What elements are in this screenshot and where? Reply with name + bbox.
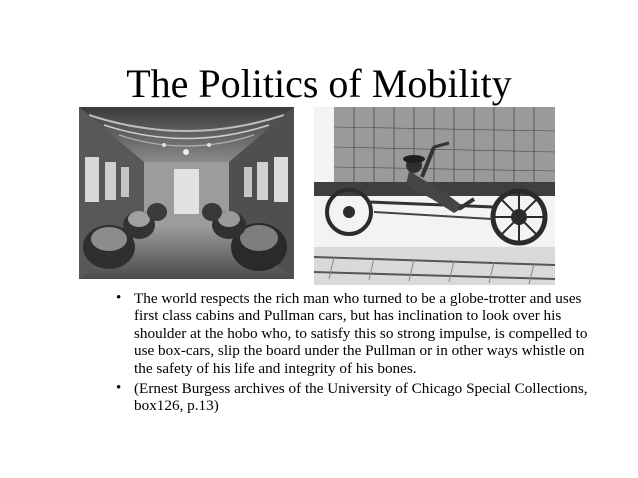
bullet-item bbox=[116, 290, 592, 377]
pullman-interior-illustration bbox=[79, 107, 294, 279]
bullet-marker: • bbox=[116, 380, 122, 397]
bullet-text: (Ernest Burgess archives of the University of Chicago Special Collections, box126, p.13) bbox=[134, 380, 588, 415]
pullman-interior-photo bbox=[79, 107, 294, 279]
bullet-text: The world respects the rich man who turned to be a globe-trotter and uses first class cabins and Pullman cars, but has inclination to look over his shoulder at the hobo who, to satisfy this so strong impulse, is compelled to use box-cars, slip the board under the Pullman or in other ways whistle on the safety of his life and integrity of his bones. bbox=[134, 290, 588, 377]
bullet-marker: • bbox=[116, 290, 122, 306]
hobo-boxcar-drawing bbox=[314, 107, 555, 285]
hobo-boxcar-illustration bbox=[314, 107, 555, 285]
bullet-item bbox=[116, 380, 592, 415]
slide-title: The Politics of Mobility bbox=[126, 61, 512, 106]
bullet-list bbox=[116, 290, 592, 418]
